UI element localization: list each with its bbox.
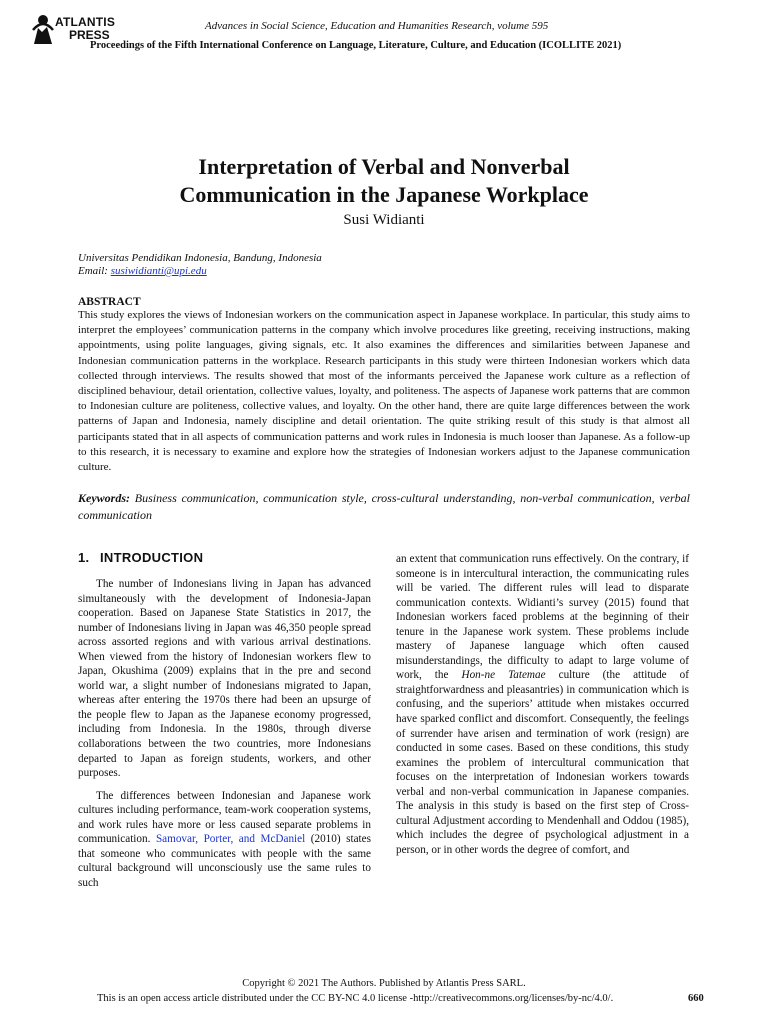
hon-ne-tatemae-term: Hon-ne Tatemae [461,669,546,682]
publisher-name-line2: PRESS [69,28,110,42]
journal-name: Advances in Social Science, Education and Humanities Research, volume 595 [205,20,549,32]
author-name: Susi Widianti [343,212,425,228]
intro-paragraph-3 [396,552,689,857]
right-column [396,552,689,857]
publisher-name-line1: ATLANTIS [55,15,116,29]
keywords [78,490,690,524]
email-line [78,265,322,278]
intro-paragraph-1: The number of Indonesians living in Japan has advanced simultaneously with the development of Indonesia-Japan cooperation. Based on Japanese State Statistics in 2017, the number of Indonesians living in Japan was 46,350 people spread across assorted regions and with various arrival destinations. When viewed from the history of Indonesian workers flew to Japan, Okushima (2009) explains that in the pre and second world war, a slight number of Indonesians migrated to Japan, whereas after entering the 1970s there had been an upsurge of the people flew to Japan as the Japanese economy progressed, including from Indonesia. In the 1980s, through diverse collaborations between the two countries, more Indonesians departed to Japan as foreign students, workers, and other purposes. [78,578,371,780]
keywords-label: Keywords: [78,491,130,505]
proceedings-name: Proceedings of the Fifth International Conference on Language, Literature, Culture, and Education (ICOLLITE 2021) [90,40,622,51]
abstract-heading: ABSTRACT [78,296,141,308]
paper-title [84,153,684,209]
page-number: 660 [688,993,704,1004]
copyright-line: Copyright © 2021 The Authors. Published by Atlantis Press SARL. [242,978,526,989]
paper-title-line1: Interpretation of Verbal and Nonverbal [198,154,570,179]
section-heading [78,550,203,565]
intro-paragraph-2 [78,789,371,891]
para3-text-a: an extent that communication runs effectively. On the contrary, if someone is in intercultural interaction, the communicating rules will be varied. The different rules will lead to disparate communication contexts. Widianti’s survey (2015) found that Indonesian workers faced problems at the beginning of their tenure in the Japanese work system. These problems include mastery of Japanese language which often caused misunderstandings, the difficulty to adapt to large volume of work, the [396,553,689,682]
section-number: 1. [78,550,90,565]
keywords-text: Business communication, communication style, cross-cultural understanding, non-verbal communication, verbal communication [78,491,691,522]
left-column [78,577,371,890]
license-line: This is an open access article distributed under the CC BY-NC 4.0 license -http://creativecommons.org/licenses/by-nc/4.0/. [97,993,614,1004]
affiliation: Universitas Pendidikan Indonesia, Bandung, Indonesia [78,252,322,264]
email-label: Email: [78,265,111,277]
para2-text-a: The differences between Indonesian and Japanese work cultures including performance, team-work cooperation systems, and work rules have more or less caused separate problems in communication. [78,789,371,846]
paper-title-line2: Communication in the Japanese Workplace [179,182,589,207]
citation-link[interactable]: Samovar, Porter, and McDaniel [155,833,306,846]
email-link[interactable]: susiwidianti@upi.edu [110,265,207,277]
abstract-text: This study explores the views of Indonesian workers on the communication aspect in Japanese workplace. In particular, this study aims to interpret the employees’ communication patterns in the company which involve procedures like greeting, receiving instructions, making appointments, using polite languages, giving signals, etc. It also examines the differences and similarities between Japanese and Indonesian communication patterns in the workplace. Research participants in this study were thirteen Indonesian workers which data collected through interviews. The results showed that most of the informants perceived the Japanese work culture as a reflection of disciplined behaviour, detail orientation, collective values, loyalty, and politeness. The aspects of Japanese work patterns that are common to Indonesian culture are politeness, collective values, and loyalty. On the other hand, there are quite large differences between the work patterns of Japan and Indonesia, namely discipline and detail orientation. The quite striking result of this study is that almost all participants stated that in all aspects of communication patterns and work rules in Indonesia is much looser than Japanese. As a follow-up to this research, it is necessary to examine and explore how the strategies of Indonesian workers adjust to the Japanese communication culture. [78,309,690,474]
para2-text-b: (2010) states that someone who communicates with people with the same cultural background will unconsciously use the same rules to such [78,833,371,889]
affiliation-block [78,252,322,278]
para3-text-b: culture (the attitude of straightforwardness and pleasantries) in communication which is confusing, and the superiors’ attitude when mistakes occurred have sparked conflict and discomfort. Consequently, the feelings of surrender have arisen and termination of work (resign) are conducted in some cases. Based on these conditions, this study examines the problem of intercultural communication that focuses on the interpretation of Indonesian workers towards verbal and non-verbal communication in Japanese companies. The analysis in this study is based on the first step of Cross-cultural Adjustment according to Mendenhall and Oddou (1985), which includes the degree of psychological adjustment in a person, or in other words the degree of comfort, and [396,669,689,856]
section-title: INTRODUCTION [100,550,204,565]
atlas-figure-icon [30,14,56,46]
